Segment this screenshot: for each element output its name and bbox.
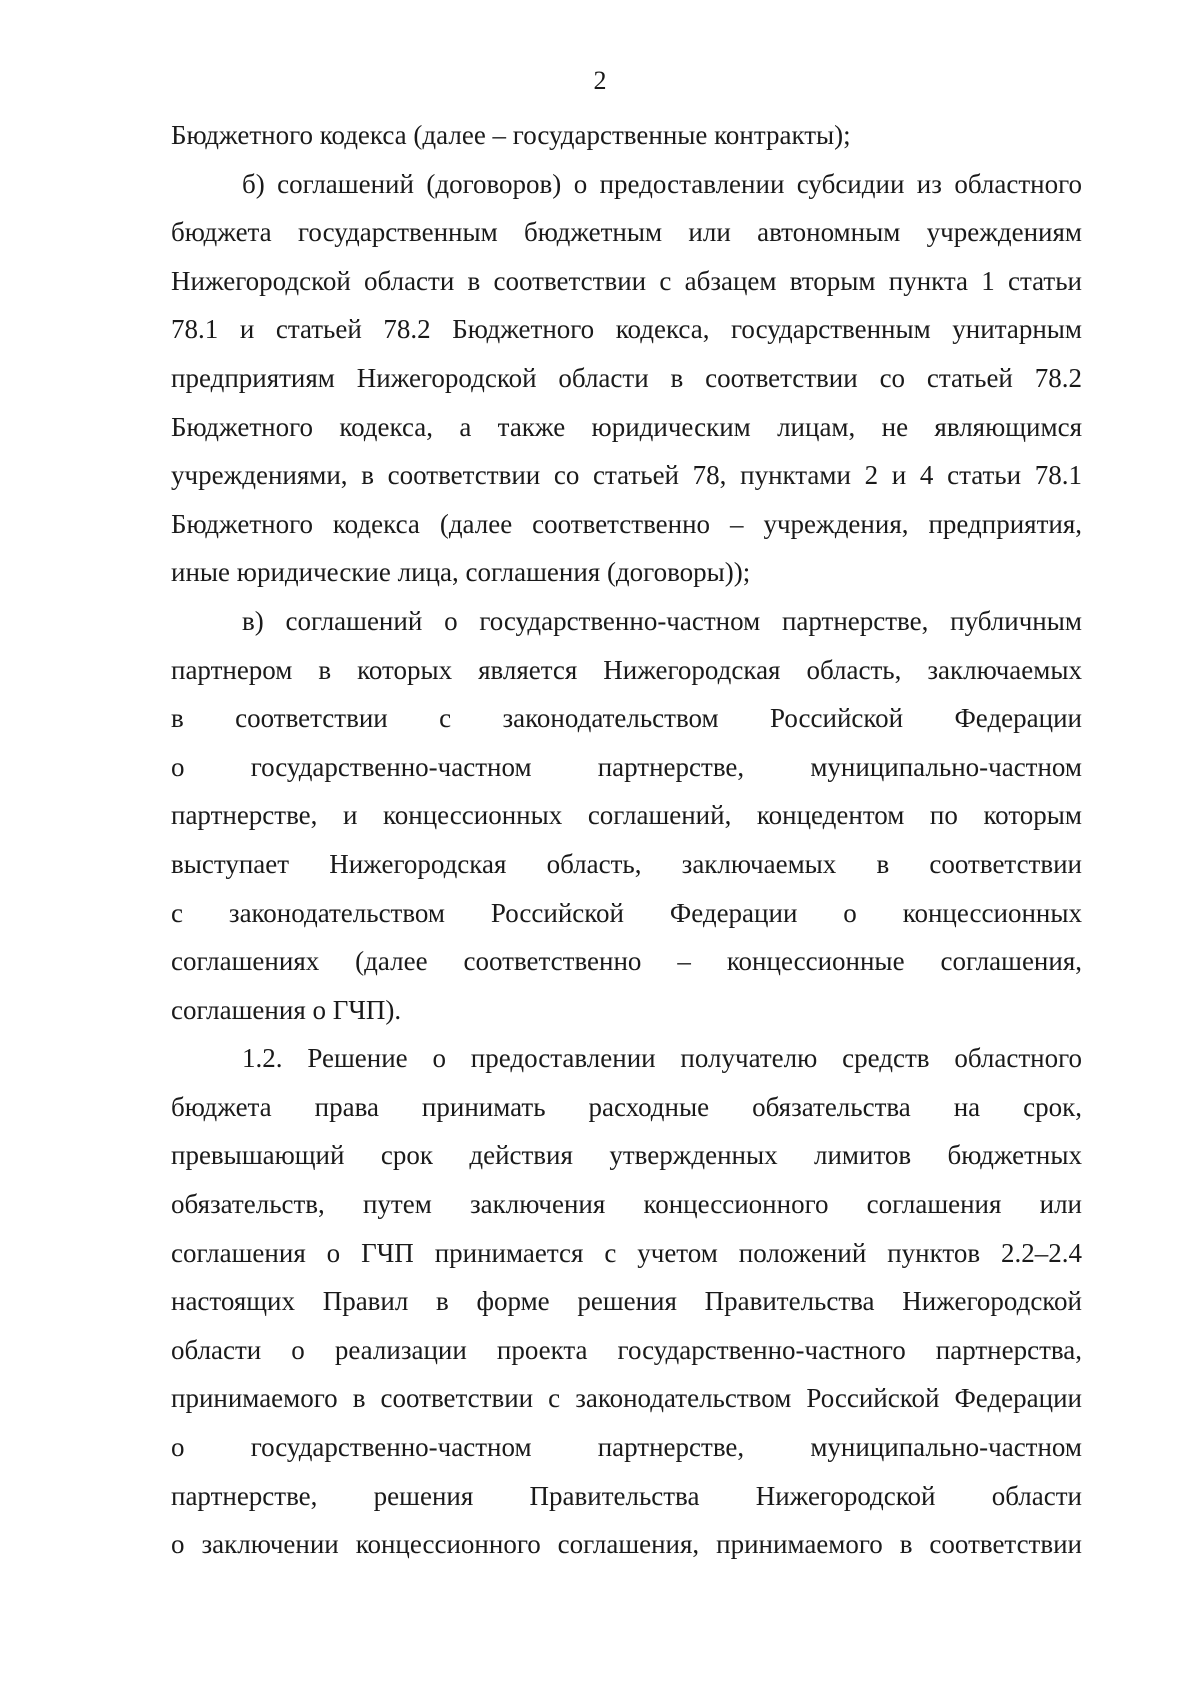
text-line: б) соглашений (договоров) о предоставлении субсидии из областного	[242, 168, 1082, 199]
text-line: превышающий срок действия утвержденных лимитов бюджетных	[171, 1140, 1082, 1171]
text-line: бюджета права принимать расходные обязательства на срок,	[171, 1091, 1082, 1122]
text-line: Бюджетного кодекса (далее соответственно – учреждения, предприятия,	[171, 508, 1082, 539]
text-line: партнером в которых является Нижегородская область, заключаемых	[171, 654, 1082, 685]
text-line: Нижегородской области в соответствии с абзацем вторым пункта 1 статьи	[171, 265, 1082, 296]
text-line: иные юридические лица, соглашения (договоры));	[171, 557, 751, 588]
text-line: Бюджетного кодекса, а также юридическим лицам, не являющимся	[171, 411, 1082, 442]
text-line: предприятиям Нижегородской области в соответствии со статьей 78.2	[171, 362, 1082, 393]
page-number: 2	[593, 66, 607, 95]
text-line: о заключении концессионного соглашения, принимаемого в соответствии	[171, 1529, 1082, 1560]
text-line: 78.1 и статьей 78.2 Бюджетного кодекса, государственным унитарным	[171, 314, 1082, 345]
text-line: соглашения о ГЧП).	[171, 994, 402, 1025]
text-line: в) соглашений о государственно-частном партнерстве, публичным	[242, 605, 1082, 636]
text-line: учреждениями, в соответствии со статьей 78, пунктами 2 и 4 статьи 78.1	[171, 460, 1082, 491]
text-line: о государственно-частном партнерстве, муниципально-частном	[171, 751, 1082, 782]
text-line: в соответствии с законодательством Российской Федерации	[171, 703, 1082, 734]
text-line: соглашениях (далее соответственно – концессионные соглашения,	[171, 946, 1082, 977]
text-line: области о реализации проекта государственно-частного партнерства,	[171, 1334, 1082, 1365]
text-line: настоящих Правил в форме решения Правительства Нижегородской	[171, 1286, 1082, 1317]
document-body	[171, 111, 1082, 1569]
text-line: партнерстве, решения Правительства Нижегородской области	[171, 1480, 1082, 1511]
text-line: бюджета государственным бюджетным или автономным учреждениям	[171, 217, 1082, 248]
text-line: Бюджетного кодекса (далее – государственные контракты);	[171, 120, 851, 150]
text-line: о государственно-частном партнерстве, муниципально-частном	[171, 1432, 1082, 1463]
text-line: обязательств, путем заключения концессионного соглашения или	[171, 1189, 1082, 1220]
text-line: партнерстве, и концессионных соглашений, концедентом по которым	[171, 800, 1082, 831]
text-line: принимаемого в соответствии с законодательством Российской Федерации	[171, 1383, 1082, 1414]
text-line: соглашения о ГЧП принимается с учетом положений пунктов 2.2–2.4	[171, 1237, 1082, 1268]
text-line: с законодательством Российской Федерации о концессионных	[171, 897, 1082, 928]
text-line: 1.2. Решение о предоставлении получателю средств областного	[242, 1043, 1082, 1074]
text-line: выступает Нижегородская область, заключаемых в соответствии	[171, 848, 1082, 879]
